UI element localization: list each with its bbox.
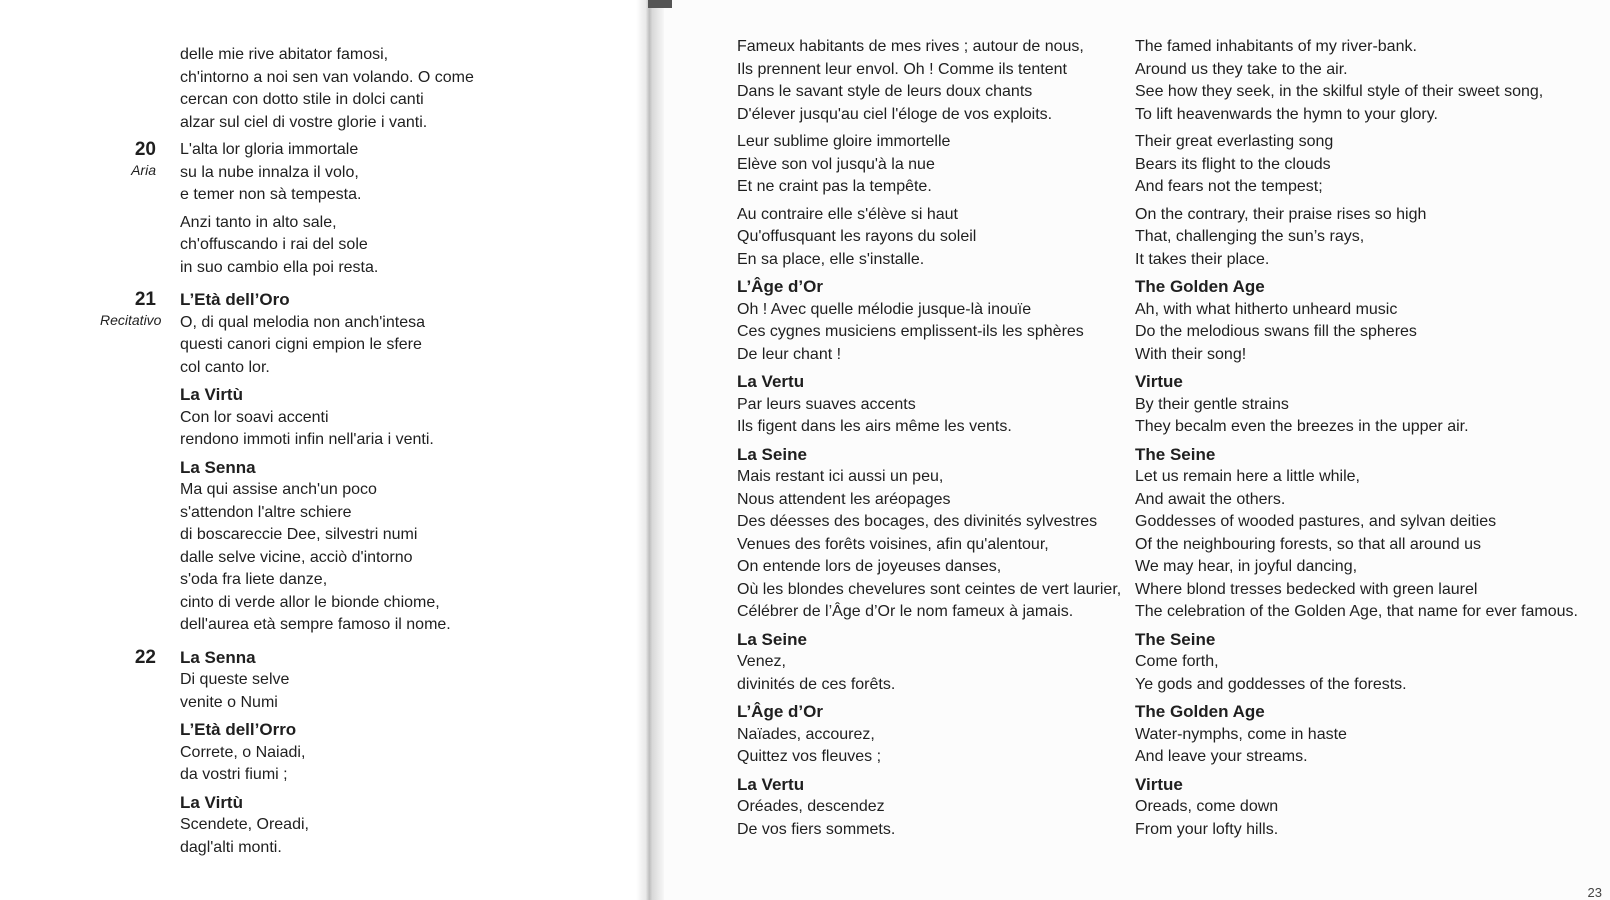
verse-line: Venues des forêts voisines, afin qu'alentour, [737, 535, 1049, 553]
verse-block [737, 444, 1127, 624]
verse-line: su la nube innalza il volo, [180, 163, 359, 181]
verse-line: To lift heavenwards the hymn to your glory. [1135, 105, 1438, 123]
verse-block [737, 371, 1127, 439]
verse-line: col canto lor. [180, 358, 270, 376]
speaker-name: Virtue [1135, 372, 1183, 391]
verse-line: On entende lors de joyeuses danses, [737, 558, 1002, 575]
speaker-name: La Seine [737, 444, 807, 464]
verse-line: dell'aurea età sempre famoso il nome. [180, 616, 451, 633]
verse-line: Where blond tresses bedecked with green laurel [1135, 580, 1478, 598]
verse-line: cinto di verde allor le bionde chiome, [180, 593, 440, 611]
section-marker [100, 647, 156, 669]
speaker-name: The Seine [1135, 444, 1216, 464]
verse-line: Ils figent dans les airs même les vents. [737, 418, 1012, 435]
verse-line: Bears its flight to the clouds [1135, 155, 1331, 173]
verse-line: Ye gods and goddesses of the forests. [1135, 675, 1407, 693]
verse-line: divinités de ces forêts. [737, 675, 896, 693]
verse-block [1135, 629, 1605, 697]
section-marker [100, 289, 162, 329]
verse-block [737, 774, 1127, 842]
verse-line: On the contrary, their praise rises so high [1135, 205, 1427, 223]
verse-block [180, 44, 600, 134]
verse-line: And await the others. [1135, 490, 1286, 508]
verse-block [737, 701, 1127, 769]
speaker-name: L’Âge d’Or [737, 277, 823, 296]
verse-line: It takes their place. [1135, 250, 1270, 268]
verse-line: And fears not the tempest; [1135, 178, 1323, 195]
speaker-name: La Vertu [737, 774, 805, 794]
book-gutter [636, 0, 664, 900]
verse-line: alzar sul ciel di vostre glorie i vanti. [180, 113, 428, 131]
verse-line: Au contraire elle s'élève si haut [737, 205, 958, 223]
verse-line: Venez, [737, 653, 786, 670]
verse-line: Fameux habitants de mes rives ; autour de nous, [737, 38, 1084, 55]
verse-line: Ils prennent leur envol. Oh ! Comme ils tentent [737, 60, 1067, 78]
verse-block [180, 792, 600, 860]
section-form: Recitativo [100, 312, 162, 328]
verse-block [737, 629, 1127, 697]
verse-line: Do the melodious swans fill the spheres [1135, 323, 1417, 340]
verse-line: Qu'offusquant les rayons du soleil [737, 228, 977, 245]
verse-line: Anzi tanto in alto sale, [180, 213, 337, 231]
verse-line: Of the neighbouring forests, so that all around us [1135, 535, 1481, 553]
verse-line: delle mie rive abitator famosi, [180, 46, 389, 63]
speaker-name: L’Âge d’Or [737, 702, 823, 721]
verse-block [131, 139, 600, 207]
verse-line: Water-nymphs, come in haste [1135, 725, 1347, 743]
verse-line: Elève son vol jusqu'à la nue [737, 155, 935, 173]
verse-line: s'attendon l'altre schiere [180, 503, 352, 521]
verse-line: da vostri fiumi ; [180, 766, 288, 783]
speaker-name: La Virtù [180, 792, 243, 812]
verse-line: ch'offuscando i rai del sole [180, 236, 368, 253]
section-marker [100, 139, 156, 179]
verse-line: En sa place, elle s'installe. [737, 250, 925, 268]
verse-line: ch'intorno a noi sen van volando. O come [180, 68, 474, 86]
verse-line: dagl'alti monti. [180, 838, 282, 856]
gutter-mark [648, 0, 672, 8]
speaker-name: La Seine [737, 629, 807, 649]
verse-block [1135, 444, 1605, 624]
speaker-name: L’Età dell’Orro [180, 720, 297, 739]
verse-line: venite o Numi [180, 693, 278, 711]
verse-block [180, 384, 600, 452]
verse-line: We may hear, in joyful dancing, [1135, 558, 1358, 575]
verse-line: They becalm even the breezes in the upper air. [1135, 418, 1469, 435]
verse-line: di boscareccie Dee, silvestri numi [180, 526, 418, 543]
verse-line: Où les blondes chevelures sont ceintes de vert laurier, [737, 580, 1122, 598]
verse-line: De vos fiers sommets. [737, 820, 896, 838]
verse-line: Des déesses des bocages, des divinités sylvestres [737, 513, 1098, 530]
verse-line: cercan con dotto stile in dolci canti [180, 91, 424, 108]
speaker-name: The Seine [1135, 629, 1216, 649]
verse-block [134, 646, 600, 715]
section-number: 22 [134, 646, 156, 668]
verse-line: De leur chant ! [737, 345, 842, 363]
verse-line: Oreads, come down [1135, 798, 1279, 815]
verse-line: dalle selve vicine, acciò d'intorno [180, 548, 413, 566]
verse-line: Con lor soavi accenti [180, 408, 329, 426]
verse-line: Come forth, [1135, 653, 1219, 670]
page-number: 23 [1587, 885, 1602, 900]
verse-line: The famed inhabitants of my river-bank. [1135, 38, 1417, 55]
verse-line: Oréades, descendez [737, 798, 885, 815]
verse-line: Célébrer de l’Âge d’Or le nom fameux à jamais. [737, 603, 1074, 620]
verse-block [100, 289, 600, 379]
verse-block [737, 131, 1127, 199]
verse-line: The celebration of the Golden Age, that name for ever famous. [1135, 603, 1578, 620]
speaker-name: The Golden Age [1135, 702, 1265, 721]
speaker-name: Virtue [1135, 774, 1183, 794]
verse-line: Dans le savant style de leurs doux chants [737, 83, 1033, 100]
verse-block [1135, 701, 1605, 769]
verse-block [1135, 371, 1605, 439]
verse-line: Ma qui assise anch'un poco [180, 481, 377, 498]
verse-line: With their song! [1135, 345, 1247, 363]
verse-line: s'oda fra liete danze, [180, 571, 328, 588]
verse-block [737, 204, 1127, 272]
verse-block [180, 212, 600, 280]
verse-block [1135, 204, 1605, 272]
verse-line: Naïades, accourez, [737, 725, 875, 743]
verse-block [1135, 131, 1605, 199]
verse-block [737, 36, 1127, 126]
verse-line: Leur sublime gloire immortelle [737, 133, 951, 150]
verse-block [737, 276, 1127, 366]
section-number: 21 [134, 289, 156, 310]
verse-line: questi canori cigni empion le sfere [180, 336, 422, 353]
verse-line: Their great everlasting song [1135, 133, 1334, 150]
verse-block [1135, 774, 1605, 842]
section-form: Aria [131, 162, 156, 178]
verse-line: That, challenging the sun’s rays, [1135, 228, 1365, 245]
verse-block [1135, 36, 1605, 126]
verse-line: Mais restant ici aussi un peu, [737, 468, 944, 485]
verse-line: See how they seek, in the skilful style of their sweet song, [1135, 83, 1544, 100]
speaker-name: The Golden Age [1135, 277, 1265, 296]
verse-line: rendono immoti infin nell'aria i venti. [180, 431, 434, 448]
verse-line: From your lofty hills. [1135, 820, 1279, 838]
speaker-name: La Senna [180, 457, 256, 477]
verse-line: Let us remain here a little while, [1135, 468, 1360, 485]
verse-line: Par leurs suaves accents [737, 395, 916, 413]
verse-line: By their gentle strains [1135, 395, 1289, 413]
italian-column [100, 44, 600, 864]
verse-line: Goddesses of wooded pastures, and sylvan deities [1135, 513, 1497, 530]
verse-line: Nous attendent les aréopages [737, 490, 951, 508]
speaker-name: La Senna [180, 647, 256, 667]
verse-line: D'élever jusqu'au ciel l'éloge de vos exploits. [737, 105, 1053, 123]
speaker-name: La Vertu [737, 372, 805, 391]
verse-line: O, di qual melodia non anch'intesa [180, 313, 425, 331]
verse-line: Oh ! Avec quelle mélodie jusque-là inouïe [737, 300, 1032, 318]
verse-line: Quittez vos fleuves ; [737, 748, 882, 765]
verse-block [180, 719, 600, 787]
speaker-name: La Virtù [180, 385, 243, 404]
verse-block [1135, 276, 1605, 366]
french-column [737, 36, 1127, 846]
verse-line: Correte, o Naiadi, [180, 743, 306, 761]
english-column [1135, 36, 1605, 846]
verse-line: L'alta lor gloria immortale [180, 141, 359, 158]
verse-line: Di queste selve [180, 671, 290, 688]
verse-line: Ces cygnes musiciens emplissent-ils les sphères [737, 323, 1084, 340]
speaker-name: L’Età dell’Oro [180, 290, 290, 309]
verse-block [180, 457, 600, 637]
verse-line: And leave your streams. [1135, 748, 1308, 765]
verse-line: e temer non sà tempesta. [180, 186, 362, 203]
verse-line: in suo cambio ella poi resta. [180, 258, 379, 276]
verse-line: Around us they take to the air. [1135, 60, 1348, 78]
verse-line: Scendete, Oreadi, [180, 816, 309, 833]
section-number: 20 [134, 139, 156, 160]
verse-line: Ah, with what hitherto unheard music [1135, 300, 1398, 318]
verse-line: Et ne craint pas la tempête. [737, 178, 932, 195]
